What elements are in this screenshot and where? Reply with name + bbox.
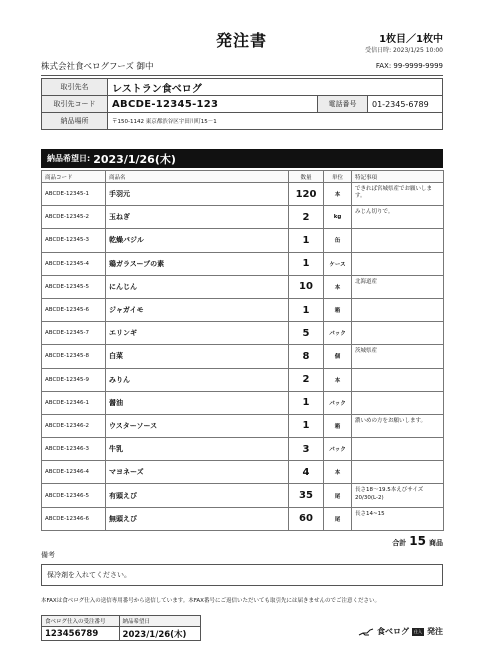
item-note: 北海道産 xyxy=(352,275,444,298)
item-code: ABCDE-12346-2 xyxy=(42,414,106,437)
items-header-row xyxy=(42,171,444,183)
item-unit: 尾 xyxy=(324,507,352,530)
item-note: できれば宮城県産でお願いします。 xyxy=(352,183,444,206)
item-code: ABCDE-12345-1 xyxy=(42,183,106,206)
table-row xyxy=(42,345,444,368)
item-name: エリンギ xyxy=(106,322,289,345)
item-note xyxy=(352,461,444,484)
item-qty: 1 xyxy=(289,229,324,252)
header-code: 商品コード xyxy=(42,171,106,183)
table-row xyxy=(42,298,444,321)
order-info-value-row xyxy=(42,627,201,641)
item-unit: 尾 xyxy=(324,484,352,507)
brand-suffix: 発注 xyxy=(427,627,443,636)
item-qty: 60 xyxy=(289,507,324,530)
table-row xyxy=(42,275,444,298)
brand-badge: 仕入 xyxy=(414,628,422,634)
item-qty: 3 xyxy=(289,438,324,461)
item-name: 乾燥バジル xyxy=(106,229,289,252)
item-unit: 個 xyxy=(324,345,352,368)
item-unit: 箱 xyxy=(324,298,352,321)
item-unit: 本 xyxy=(324,275,352,298)
item-name: ジャガイモ xyxy=(106,298,289,321)
page-count: 1枚目／1枚中 xyxy=(379,34,443,45)
item-code: ABCDE-12345-7 xyxy=(42,322,106,345)
delivery-date-label: 納品希望日: xyxy=(47,154,91,163)
item-note: 長さ14~15 xyxy=(352,507,444,530)
phone-label: 電話番号 xyxy=(318,96,368,113)
item-code: ABCDE-12346-5 xyxy=(42,484,106,507)
item-qty: 1 xyxy=(289,298,324,321)
item-code: ABCDE-12346-6 xyxy=(42,507,106,530)
item-code: ABCDE-12345-8 xyxy=(42,345,106,368)
item-code: ABCDE-12346-1 xyxy=(42,391,106,414)
item-note xyxy=(352,368,444,391)
address-label: 納品場所 xyxy=(42,113,108,130)
item-name: 醤油 xyxy=(106,391,289,414)
item-unit: 本 xyxy=(324,183,352,206)
header-rule xyxy=(41,75,443,76)
customer-code-value: ABCDE-12345-123 xyxy=(108,96,318,113)
order-number-label: 食べログ仕入の受注番号 xyxy=(42,616,120,627)
sent-date: 受信日時: 2023/1/25 10:00 xyxy=(365,47,443,54)
remarks-box: 保冷剤を入れてください。 xyxy=(41,564,443,586)
header-name: 商品名 xyxy=(106,171,289,183)
customer-info-table xyxy=(41,78,443,130)
item-qty: 5 xyxy=(289,322,324,345)
address-row xyxy=(42,113,443,130)
fax-number: FAX: 99-9999-9999 xyxy=(375,62,443,70)
fax-notice: 本FAXは食べログ仕入の送信専用番号から送信しています。本FAX番号にご返信いただいても取引先には届きませんのでご注意ください。 xyxy=(41,598,380,604)
item-name: 無頭えび xyxy=(106,507,289,530)
item-name: みりん xyxy=(106,368,289,391)
item-code: ABCDE-12345-2 xyxy=(42,206,106,229)
table-row xyxy=(42,461,444,484)
item-code: ABCDE-12345-6 xyxy=(42,298,106,321)
item-note xyxy=(352,391,444,414)
table-row xyxy=(42,252,444,275)
item-qty: 8 xyxy=(289,345,324,368)
table-row xyxy=(42,414,444,437)
item-qty: 1 xyxy=(289,391,324,414)
order-info-table xyxy=(41,615,201,641)
item-unit: パック xyxy=(324,391,352,414)
item-qty: 4 xyxy=(289,461,324,484)
customer-code-row xyxy=(42,96,443,113)
table-row xyxy=(42,507,444,530)
total-count xyxy=(392,534,443,548)
item-unit: kg xyxy=(324,206,352,229)
delivery-date-value: 2023/1/26(木) xyxy=(93,152,176,166)
address-value: 〒150-1142 東京都渋谷区宇田川町15－1 xyxy=(108,113,443,130)
header-unit: 単位 xyxy=(324,171,352,183)
item-name: 玉ねぎ xyxy=(106,206,289,229)
item-note: みじん切りで。 xyxy=(352,206,444,229)
item-code: ABCDE-12345-3 xyxy=(42,229,106,252)
item-name: 牛乳 xyxy=(106,438,289,461)
table-row xyxy=(42,229,444,252)
item-unit: 本 xyxy=(324,368,352,391)
item-name: 白菜 xyxy=(106,345,289,368)
brand-logo xyxy=(358,626,443,637)
brand-name: 食べログ xyxy=(377,627,409,636)
table-row xyxy=(42,438,444,461)
item-qty: 35 xyxy=(289,484,324,507)
item-code: ABCDE-12346-4 xyxy=(42,461,106,484)
item-note: 茨城県産 xyxy=(352,345,444,368)
header-qty: 数量 xyxy=(289,171,324,183)
item-code: ABCDE-12346-3 xyxy=(42,438,106,461)
item-name: にんじん xyxy=(106,275,289,298)
item-unit: 箱 xyxy=(324,414,352,437)
delivery-date-band xyxy=(41,149,443,168)
items-table xyxy=(41,170,444,531)
item-note xyxy=(352,229,444,252)
item-note: 長さ18～19.5本えびサイズ20/30(L-2) xyxy=(352,484,444,507)
total-suffix: 商品 xyxy=(429,539,443,547)
total-number: 15 xyxy=(409,534,426,548)
item-name: ウスターソース xyxy=(106,414,289,437)
order-number-value: 123456789 xyxy=(42,627,120,641)
table-row xyxy=(42,322,444,345)
item-unit: パック xyxy=(324,322,352,345)
header-note: 特記事項 xyxy=(352,171,444,183)
order-info-header-row xyxy=(42,616,201,627)
remarks-label: 備考 xyxy=(41,551,55,559)
buyer-name: 株式会社食べログフーズ 御中 xyxy=(41,62,154,72)
item-note: 濃いめの方をお願いします。 xyxy=(352,414,444,437)
item-note xyxy=(352,298,444,321)
item-unit: ケース xyxy=(324,252,352,275)
footer-date-value: 2023/1/26(木) xyxy=(119,627,200,641)
item-unit: パック xyxy=(324,438,352,461)
item-unit: 缶 xyxy=(324,229,352,252)
item-code: ABCDE-12345-9 xyxy=(42,368,106,391)
total-prefix: 合計 xyxy=(392,539,407,547)
table-row xyxy=(42,183,444,206)
item-code: ABCDE-12345-4 xyxy=(42,252,106,275)
item-note xyxy=(352,438,444,461)
item-name: 手羽元 xyxy=(106,183,289,206)
customer-row xyxy=(42,79,443,96)
item-unit: 本 xyxy=(324,461,352,484)
item-qty: 120 xyxy=(289,183,324,206)
item-qty: 2 xyxy=(289,368,324,391)
table-row xyxy=(42,484,444,507)
item-qty: 1 xyxy=(289,252,324,275)
customer-label: 取引先名 xyxy=(42,79,108,96)
table-row xyxy=(42,206,444,229)
item-name: 鶏ガラスープの素 xyxy=(106,252,289,275)
customer-value: レストラン食べログ xyxy=(108,79,443,96)
item-note xyxy=(352,252,444,275)
item-qty: 1 xyxy=(289,414,324,437)
item-note xyxy=(352,322,444,345)
hand-icon xyxy=(358,627,374,637)
table-row xyxy=(42,391,444,414)
item-qty: 2 xyxy=(289,206,324,229)
item-code: ABCDE-12345-5 xyxy=(42,275,106,298)
item-name: 有頭えび xyxy=(106,484,289,507)
table-row xyxy=(42,368,444,391)
phone-value: 01-2345-6789 xyxy=(368,96,443,113)
footer-date-label: 納品希望日 xyxy=(119,616,200,627)
item-name: マヨネーズ xyxy=(106,461,289,484)
customer-code-label: 取引先コード xyxy=(42,96,108,113)
document-title: 発注書 xyxy=(215,31,267,50)
item-qty: 10 xyxy=(289,275,324,298)
